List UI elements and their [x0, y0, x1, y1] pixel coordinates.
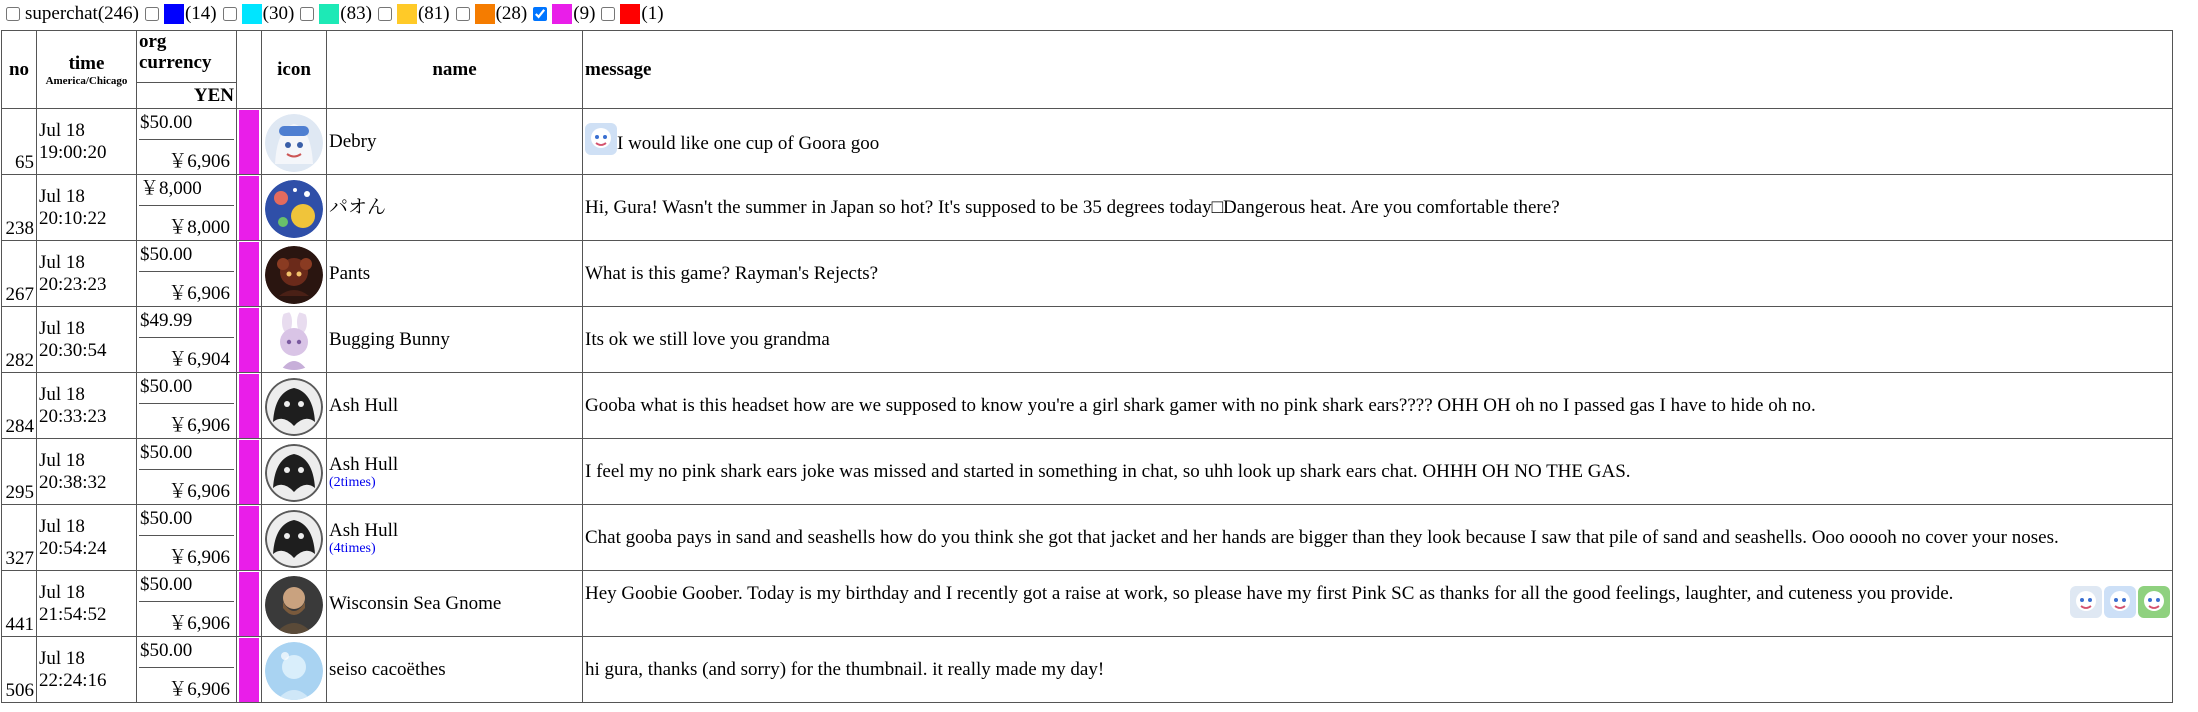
row-icon	[262, 241, 327, 307]
row-date: Jul 18	[39, 581, 85, 603]
message-text: I feel my no pink shark ears joke was missed and started in something in chat, so uhh look up shark ears chat. OHHH OH NO THE GAS.	[585, 460, 1631, 482]
table-row	[2, 571, 2173, 637]
row-date: Jul 18	[39, 251, 85, 273]
user-name: seiso cacoëthes	[329, 658, 446, 680]
row-icon	[262, 637, 327, 703]
org-amount: $49.99	[139, 307, 234, 338]
org-amount: ￥8,000	[139, 175, 234, 206]
yen-amount: ￥6,906	[168, 613, 230, 634]
row-number: 327	[2, 505, 37, 571]
tier-color-swatch	[164, 4, 184, 24]
filter-count: (1)	[641, 3, 664, 24]
row-name	[327, 109, 583, 175]
filter-item[interactable]	[595, 3, 663, 25]
filter-item[interactable]	[450, 3, 528, 25]
row-number: 295	[2, 439, 37, 505]
avatar[interactable]	[265, 246, 323, 304]
tier-color-swatch	[620, 4, 640, 24]
row-message	[583, 241, 2173, 307]
org-amount: $50.00	[139, 505, 234, 536]
tier-color-swatch	[475, 4, 495, 24]
emote-icon	[2104, 586, 2136, 624]
row-time	[37, 175, 137, 241]
row-icon	[262, 505, 327, 571]
row-name	[327, 439, 583, 505]
row-message	[583, 439, 2173, 505]
row-currency	[137, 175, 237, 241]
row-message	[583, 505, 2173, 571]
yen-amount: ￥6,906	[168, 283, 230, 304]
row-name	[327, 505, 583, 571]
yen-amount: ￥6,904	[168, 349, 230, 370]
table-row	[2, 505, 2173, 571]
row-time	[37, 241, 137, 307]
row-date: Jul 18	[39, 515, 85, 537]
tier-color-cell	[237, 373, 262, 439]
row-currency	[137, 373, 237, 439]
row-date: Jul 18	[39, 317, 85, 339]
row-currency	[137, 505, 237, 571]
row-date: Jul 18	[39, 449, 85, 471]
tier-color-cell	[237, 307, 262, 373]
row-clock: 20:54:24	[39, 537, 107, 559]
filter-count: (30)	[262, 3, 295, 24]
emote-icon	[2138, 586, 2170, 624]
avatar[interactable]	[265, 378, 323, 436]
tier-color-cell	[237, 175, 262, 241]
filter-checkbox[interactable]	[145, 7, 159, 21]
table-row	[2, 439, 2173, 505]
row-number: 282	[2, 307, 37, 373]
row-clock: 20:38:32	[39, 471, 107, 493]
filter-count: (28)	[495, 3, 528, 24]
filter-item[interactable]	[217, 3, 295, 25]
row-message	[583, 175, 2173, 241]
tier-color-cell	[237, 505, 262, 571]
emote-icon	[2070, 586, 2102, 624]
tier-color-cell	[237, 109, 262, 175]
row-currency	[137, 637, 237, 703]
org-amount: $50.00	[139, 637, 234, 668]
table-row	[2, 307, 2173, 373]
row-time	[37, 109, 137, 175]
column-header-org-currency[interactable]: org currency	[137, 31, 237, 83]
row-time	[37, 571, 137, 637]
row-clock: 22:24:16	[39, 669, 107, 691]
message-text: Its ok we still love you grandma	[585, 328, 830, 350]
filter-count: (81)	[417, 3, 450, 24]
row-time	[37, 439, 137, 505]
column-header-time-label: time	[68, 52, 105, 74]
org-amount: $50.00	[139, 241, 234, 272]
row-clock: 21:54:52	[39, 603, 107, 625]
filter-count: (246)	[97, 3, 139, 24]
row-currency	[137, 109, 237, 175]
avatar[interactable]	[265, 510, 323, 568]
filter-checkbox[interactable]	[300, 7, 314, 21]
tier-color-cell	[237, 571, 262, 637]
row-date: Jul 18	[39, 383, 85, 405]
tier-color-cell	[237, 439, 262, 505]
row-clock: 20:23:23	[39, 273, 107, 295]
row-message	[583, 571, 2173, 637]
column-header-yen[interactable]: YEN	[137, 83, 237, 109]
row-time	[37, 373, 137, 439]
filter-checkbox[interactable]	[456, 7, 470, 21]
user-name: Ash Hull	[329, 394, 399, 416]
filter-item[interactable]	[139, 3, 217, 25]
tier-color-swatch	[319, 4, 339, 24]
column-header-color	[237, 31, 262, 109]
row-currency	[137, 307, 237, 373]
filter-item[interactable]	[372, 3, 450, 25]
message-text: Chat gooba pays in sand and seashells how do you think she got that jacket and her hands are bigger than they look because I saw that pile of sand and seashells. Ooo ooooh no cover your noses.	[585, 526, 2059, 548]
user-name: Ash Hull	[329, 519, 399, 541]
yen-amount: ￥6,906	[168, 679, 230, 700]
user-name: Pants	[329, 262, 371, 284]
yen-amount: ￥8,000	[168, 217, 230, 238]
message-text: hi gura, thanks (and sorry) for the thumbnail. it really made my day!	[585, 658, 1105, 680]
tier-color-swatch	[397, 4, 417, 24]
yen-amount: ￥6,906	[168, 151, 230, 172]
row-clock: 19:00:20	[39, 141, 107, 163]
filter-checkbox[interactable]	[378, 7, 392, 21]
row-date: Jul 18	[39, 185, 85, 207]
row-number: 65	[2, 109, 37, 175]
message-text: Hi, Gura! Wasn't the summer in Japan so hot? It's supposed to be 35 degrees today□Dangerous heat. Are you comfortable there?	[585, 196, 1560, 218]
avatar[interactable]	[265, 114, 323, 172]
tier-color-cell	[237, 241, 262, 307]
message-text: Gooba what is this headset how are we supposed to know you're a girl shark gamer with no pink shark ears???? OHH OH oh no I passed gas I have to hide oh no.	[585, 394, 1816, 416]
user-name: パオん	[329, 196, 387, 218]
row-name	[327, 571, 583, 637]
tier-color-swatch	[242, 4, 262, 24]
table-row	[2, 109, 2173, 175]
row-icon	[262, 439, 327, 505]
yen-amount: ￥6,906	[168, 481, 230, 502]
filter-item[interactable]	[0, 3, 139, 25]
table-row	[2, 637, 2173, 703]
repeat-count-link[interactable]: (4times)	[329, 540, 376, 556]
org-amount: $50.00	[139, 373, 234, 404]
org-amount: $50.00	[139, 439, 234, 470]
row-currency	[137, 241, 237, 307]
column-header-icon[interactable]: icon	[262, 31, 327, 109]
row-message	[583, 109, 2173, 175]
message-text: Hey Goobie Goober. Today is my birthday and I recently got a raise at work, so please have my first Pink SC as thanks for all the good feelings, laughter, and cuteness you provide.	[585, 583, 1954, 604]
message-text: What is this game? Rayman's Rejects?	[585, 262, 879, 284]
row-number: 441	[2, 571, 37, 637]
tier-filter-bar	[0, 0, 664, 28]
org-amount: $50.00	[139, 571, 234, 602]
row-date: Jul 18	[39, 119, 85, 141]
row-time	[37, 307, 137, 373]
filter-checkbox[interactable]	[601, 7, 615, 21]
row-currency	[137, 439, 237, 505]
table-row	[2, 373, 2173, 439]
row-icon	[262, 307, 327, 373]
row-icon	[262, 175, 327, 241]
superchat-table	[1, 30, 2173, 703]
row-message	[583, 637, 2173, 703]
column-header-time[interactable]	[37, 31, 137, 109]
tier-color-swatch	[552, 4, 572, 24]
avatar[interactable]	[265, 444, 323, 502]
org-amount: $50.00	[139, 109, 234, 140]
filter-checkbox[interactable]	[6, 7, 20, 21]
row-number: 284	[2, 373, 37, 439]
row-message	[583, 373, 2173, 439]
avatar[interactable]	[265, 576, 323, 634]
filter-item[interactable]	[527, 3, 595, 25]
repeat-count-link[interactable]: (2times)	[329, 474, 376, 490]
row-name	[327, 241, 583, 307]
column-header-name[interactable]: name	[327, 31, 583, 109]
row-message	[583, 307, 2173, 373]
row-name	[327, 175, 583, 241]
filter-checkbox[interactable]	[223, 7, 237, 21]
avatar[interactable]	[265, 642, 323, 700]
user-name: Ash Hull	[329, 453, 399, 475]
row-name	[327, 373, 583, 439]
row-clock: 20:10:22	[39, 207, 107, 229]
column-header-message[interactable]: message	[583, 31, 2173, 109]
filter-count: (83)	[340, 3, 372, 24]
row-number: 267	[2, 241, 37, 307]
tier-color-cell	[237, 637, 262, 703]
user-name: Bugging Bunny	[329, 328, 450, 350]
filter-count: (9)	[573, 3, 596, 24]
row-clock: 20:33:23	[39, 405, 107, 427]
emote-icon	[585, 123, 617, 161]
row-number: 238	[2, 175, 37, 241]
yen-amount: ￥6,906	[168, 415, 230, 436]
yen-amount: ￥6,906	[168, 547, 230, 568]
filter-count: (14)	[184, 3, 217, 24]
row-date: Jul 18	[39, 647, 85, 669]
row-time	[37, 505, 137, 571]
row-time	[37, 637, 137, 703]
avatar[interactable]	[265, 180, 323, 238]
column-header-no[interactable]: no	[2, 31, 37, 109]
message-text: I would like one cup of Goora goo	[617, 132, 880, 154]
row-currency	[137, 571, 237, 637]
filter-checkbox[interactable]	[533, 7, 547, 21]
user-name: Wisconsin Sea Gnome	[329, 592, 502, 614]
row-icon	[262, 109, 327, 175]
filter-item[interactable]	[294, 3, 372, 25]
avatar[interactable]	[265, 312, 323, 370]
row-name	[327, 637, 583, 703]
table-row	[2, 241, 2173, 307]
row-icon	[262, 571, 327, 637]
row-number: 506	[2, 637, 37, 703]
table-row	[2, 175, 2173, 241]
row-name	[327, 307, 583, 373]
row-icon	[262, 373, 327, 439]
row-clock: 20:30:54	[39, 339, 107, 361]
user-name: Debry	[329, 130, 377, 152]
filter-label: superchat	[25, 3, 98, 24]
timezone-label: America/Chicago	[45, 74, 128, 87]
